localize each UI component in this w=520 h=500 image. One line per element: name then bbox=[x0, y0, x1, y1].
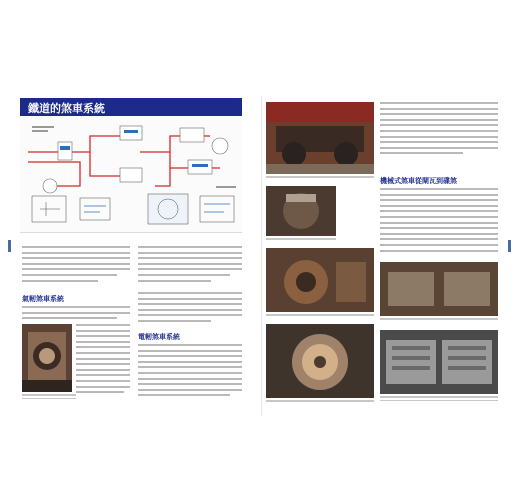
title-bar bbox=[20, 98, 242, 116]
page-title: 鐵道的煞車系統 bbox=[28, 102, 105, 115]
brake-system-diagram bbox=[20, 116, 242, 233]
electric-brake-text bbox=[138, 344, 242, 402]
air-brake-text-2 bbox=[76, 324, 130, 402]
air-brake-caption bbox=[22, 394, 76, 404]
disc-brake-photo-art bbox=[266, 248, 374, 312]
section-title-electric-brake: 電軔煞車系統 bbox=[138, 333, 180, 341]
brake-pads-photo bbox=[380, 330, 498, 394]
brake-lining-caption bbox=[380, 318, 498, 326]
brake-shoe-photo-art bbox=[266, 186, 336, 236]
air-brake-text bbox=[22, 306, 130, 322]
bogie-caption bbox=[266, 176, 374, 184]
wheel-disc-caption bbox=[266, 400, 374, 408]
intro-text-left bbox=[22, 246, 130, 286]
brake-shoe-caption bbox=[266, 238, 336, 246]
right-side-tab bbox=[508, 240, 511, 252]
air-brake-photo-art bbox=[22, 324, 72, 392]
brake-lining-photo-art bbox=[380, 262, 498, 316]
section-title-air-brake: 氣軔煞車系統 bbox=[22, 295, 64, 303]
section-title-mechanical-brake: 機械式煞車從閘瓦到碟煞 bbox=[380, 177, 457, 185]
mechanical-brake-text bbox=[380, 188, 498, 260]
brake-lining-photo bbox=[380, 262, 498, 316]
disc-brake-caption bbox=[266, 314, 374, 322]
air-brake-photo bbox=[22, 324, 72, 392]
disc-brake-photo bbox=[266, 248, 374, 312]
brake-pads-photo-art bbox=[380, 330, 498, 394]
right-intro-text bbox=[380, 102, 498, 162]
bogie-photo bbox=[266, 102, 374, 174]
wheel-disc-photo-art bbox=[266, 324, 374, 398]
left-side-tab bbox=[8, 240, 11, 252]
left-col2-text bbox=[138, 292, 242, 326]
page-gutter bbox=[261, 96, 262, 416]
bogie-photo-art bbox=[266, 102, 374, 174]
wheel-disc-photo bbox=[266, 324, 374, 398]
diagram-svg bbox=[20, 116, 242, 232]
intro-text-right bbox=[138, 246, 242, 286]
brake-shoe-photo bbox=[266, 186, 336, 236]
brake-pads-caption bbox=[380, 396, 498, 406]
